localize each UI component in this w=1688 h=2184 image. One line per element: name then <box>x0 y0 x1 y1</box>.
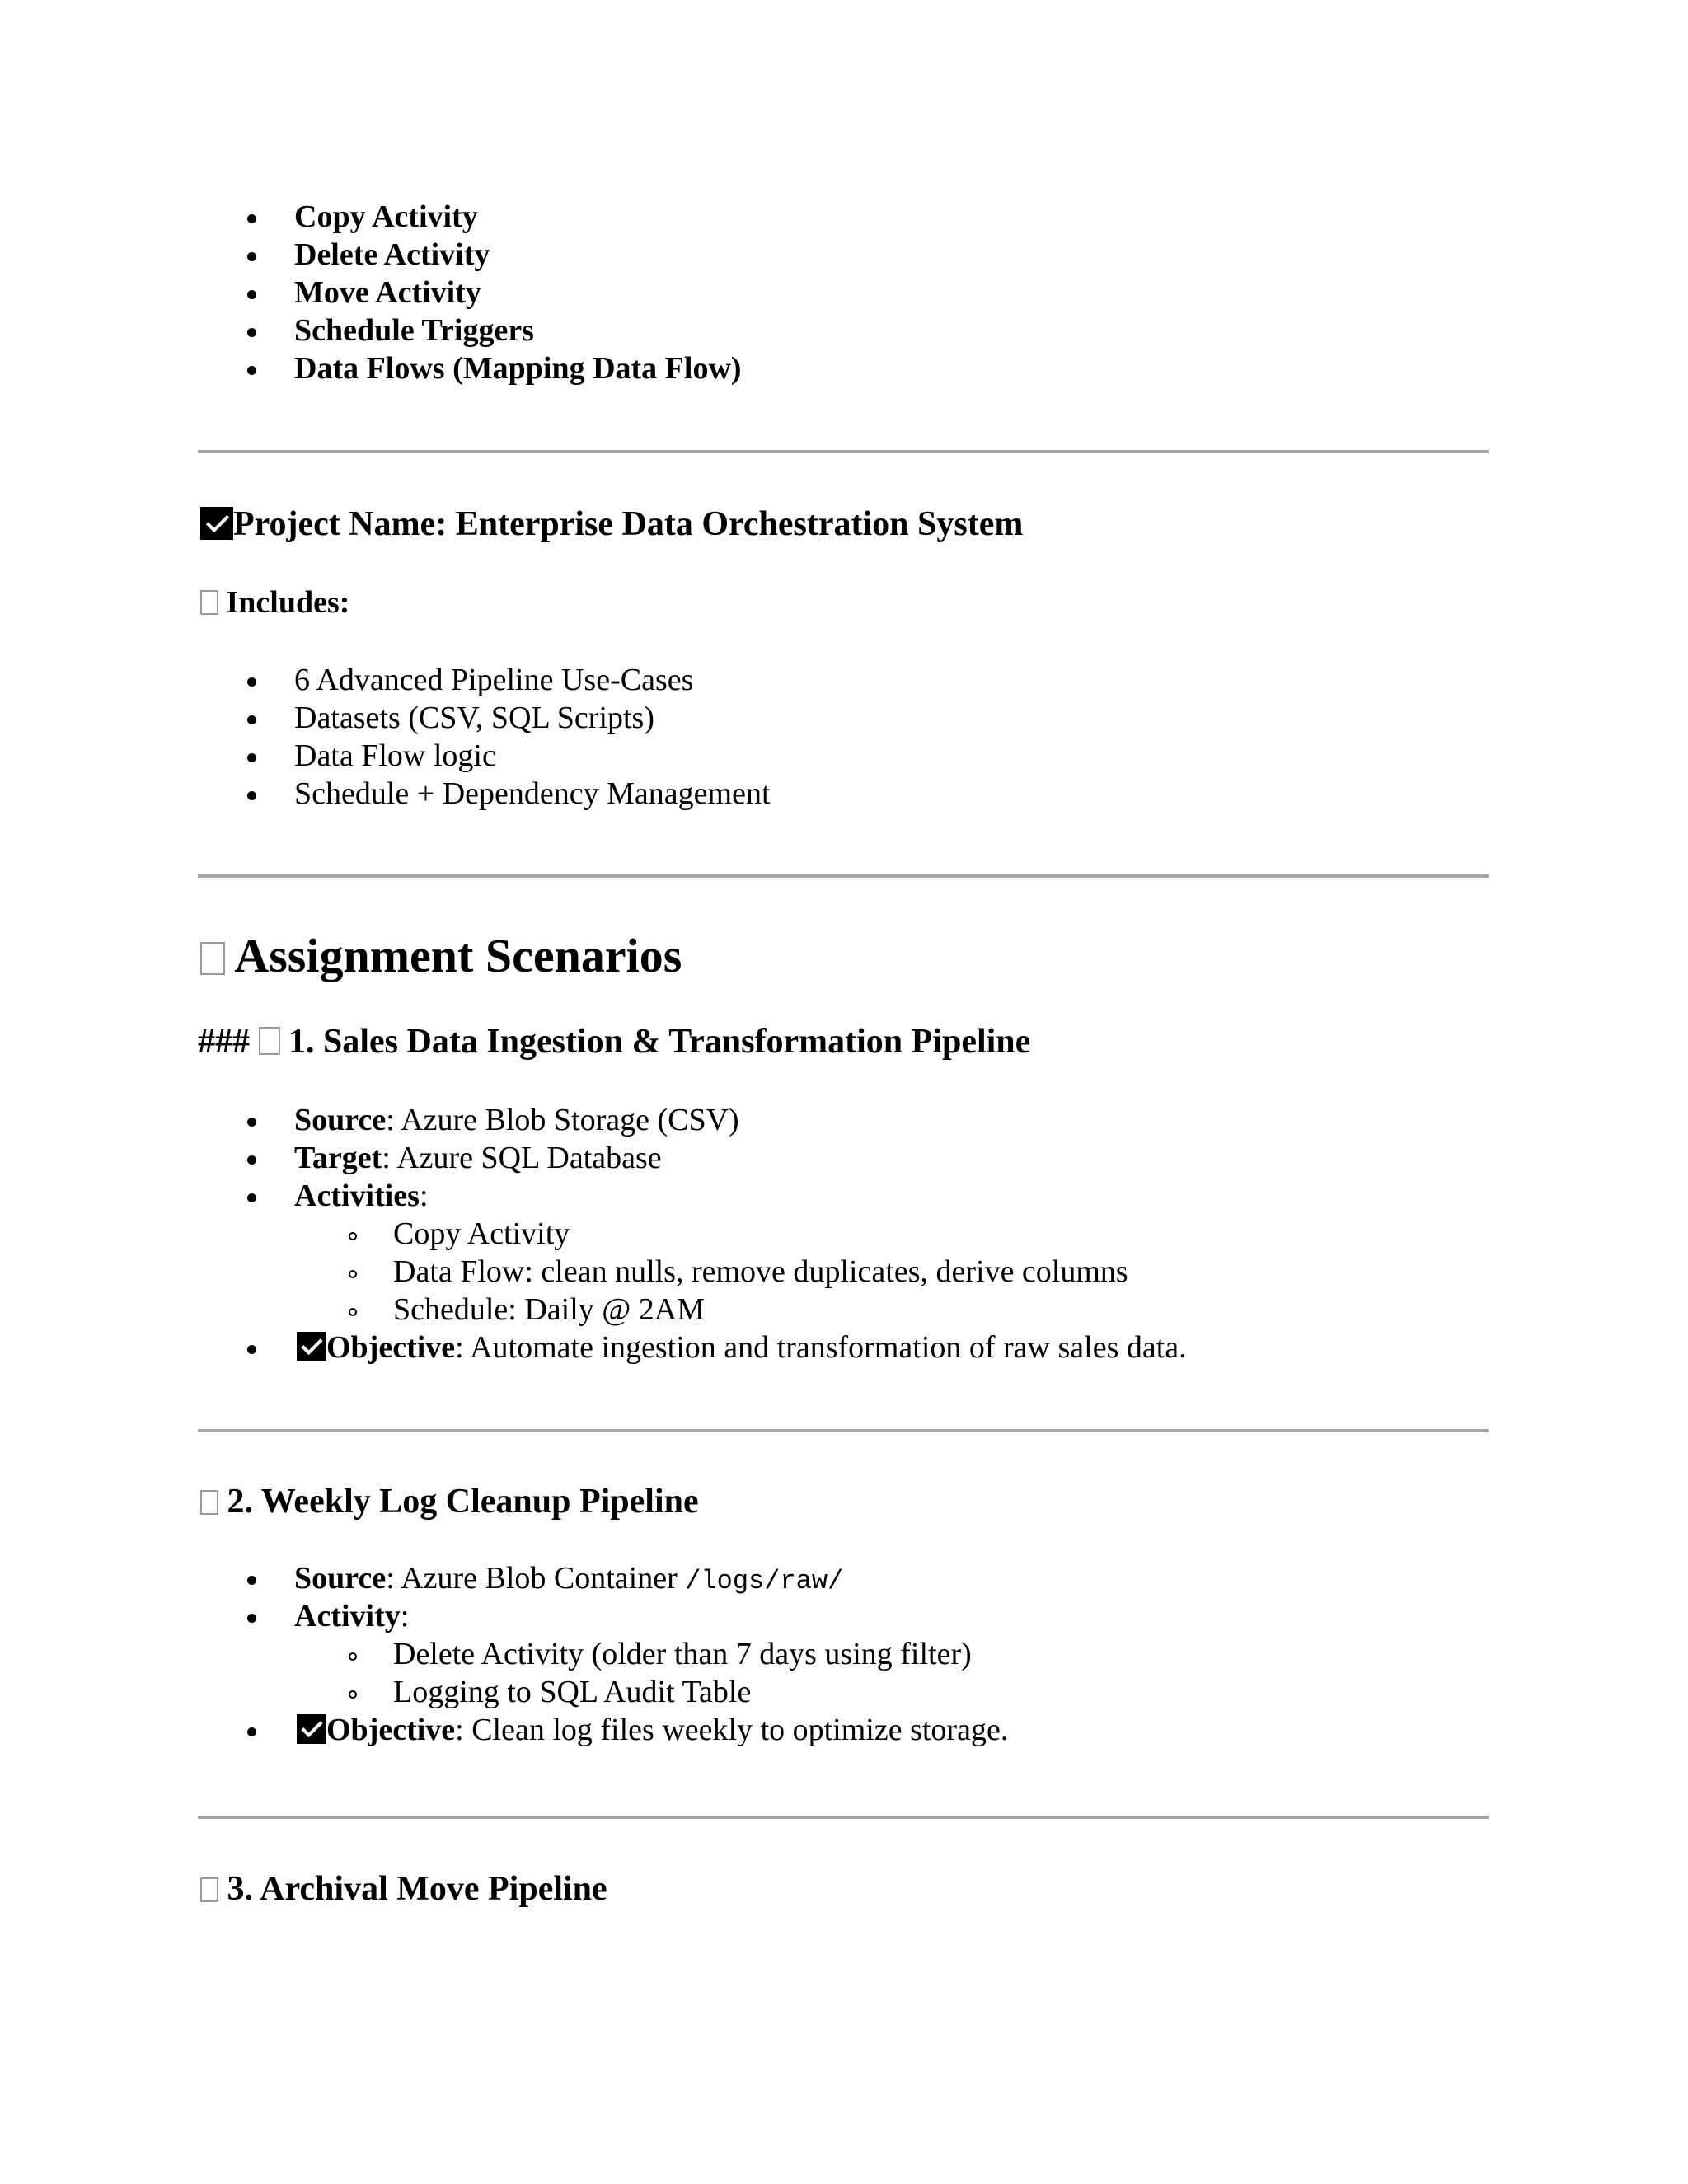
bullet <box>247 1345 256 1354</box>
bullet <box>247 1614 256 1623</box>
bullet <box>247 366 256 375</box>
bullet <box>247 328 256 337</box>
checkmark-icon <box>200 507 233 540</box>
list-item: Schedule Triggers <box>294 313 534 348</box>
horizontal-rule <box>198 1429 1489 1432</box>
sub-bullet <box>349 1690 357 1699</box>
bullet <box>247 715 256 724</box>
bullet <box>247 1576 256 1585</box>
list-item: Delete Activity <box>294 237 490 272</box>
list-item: 6 Advanced Pipeline Use-Cases <box>294 663 694 697</box>
list-item: Copy Activity <box>294 199 478 234</box>
sub-bullet <box>349 1232 357 1240</box>
sub-bullet <box>349 1308 357 1316</box>
list-item: Objective: Automate ingestion and transformation of raw sales data. <box>297 1329 1187 1366</box>
scenarios-heading: Assignment Scenarios <box>200 928 682 984</box>
sub-list-item: Data Flow: clean nulls, remove duplicates, derive columns <box>393 1254 1128 1289</box>
list-item: Source: Azure Blob Storage (CSV) <box>294 1103 739 1137</box>
list-item: Activity: <box>294 1599 410 1633</box>
list-item: Activities: <box>294 1179 429 1213</box>
missing-glyph-icon <box>200 1490 218 1515</box>
path-code: /logs/raw/ <box>685 1566 844 1596</box>
horizontal-rule <box>198 1816 1489 1819</box>
bullet <box>247 1193 256 1202</box>
horizontal-rule <box>198 450 1489 453</box>
sub-bullet <box>349 1652 357 1661</box>
includes-heading: Includes: <box>200 583 349 621</box>
missing-glyph-icon <box>259 1027 280 1055</box>
scenario-2-title: 2. Weekly Log Cleanup Pipeline <box>200 1480 699 1523</box>
bullet <box>247 677 256 687</box>
project-title: Project Name: Enterprise Data Orchestration System <box>200 503 1023 546</box>
horizontal-rule <box>198 874 1489 878</box>
scenario-1-title: ### 1. Sales Data Ingestion & Transformation Pipeline <box>198 1023 1031 1061</box>
bullet <box>247 252 256 261</box>
checkmark-icon <box>297 1714 326 1744</box>
bullet <box>247 214 256 223</box>
sub-bullet <box>349 1270 357 1278</box>
checkmark-icon <box>297 1332 326 1361</box>
missing-glyph-icon <box>200 942 225 975</box>
bullet <box>247 1155 256 1165</box>
bullet <box>247 1727 256 1736</box>
list-item: Data Flow logic <box>294 738 496 773</box>
list-item: Source: Azure Blob Container /logs/raw/ <box>294 1561 844 1596</box>
list-item: Datasets (CSV, SQL Scripts) <box>294 701 654 735</box>
list-item: Data Flows (Mapping Data Flow) <box>294 351 742 386</box>
list-item: Schedule + Dependency Management <box>294 776 771 811</box>
bullet <box>247 791 256 800</box>
list-item: Move Activity <box>294 275 481 310</box>
scenario-3-title: 3. Archival Move Pipeline <box>200 1868 607 1910</box>
bullet <box>247 290 256 299</box>
sub-list-item: Delete Activity (older than 7 days using filter) <box>393 1637 972 1671</box>
sub-list-item: Copy Activity <box>393 1216 570 1251</box>
list-item: Objective: Clean log files weekly to optimize storage. <box>297 1711 1008 1749</box>
missing-glyph-icon <box>200 1877 218 1902</box>
bullet <box>247 753 256 762</box>
sub-list-item: Schedule: Daily @ 2AM <box>393 1292 705 1327</box>
bullet <box>247 1118 256 1127</box>
sub-list-item: Logging to SQL Audit Table <box>393 1675 752 1709</box>
list-item: Target: Azure SQL Database <box>294 1141 662 1175</box>
missing-glyph-icon <box>200 590 218 615</box>
